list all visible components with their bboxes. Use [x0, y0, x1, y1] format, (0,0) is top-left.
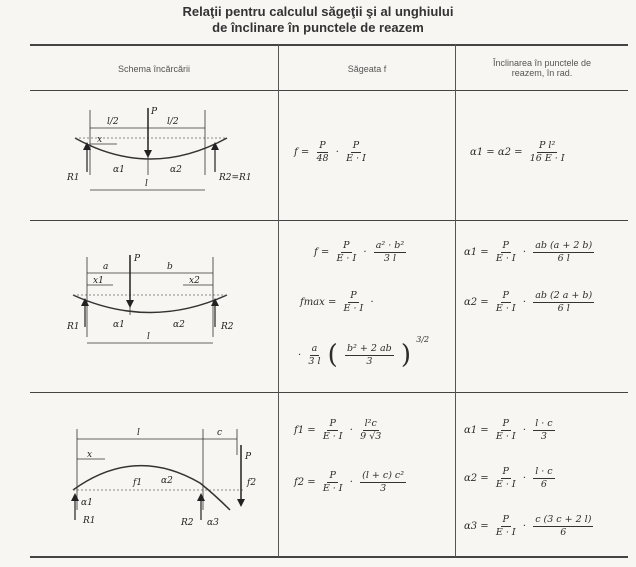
label-x2: x2: [189, 276, 200, 286]
row2-max-deflection-continuation: [296, 334, 430, 370]
den: 6 l: [557, 303, 570, 314]
row3-deflection-f2: [292, 470, 408, 495]
num: P: [319, 140, 326, 151]
num: P: [502, 466, 509, 477]
fmax-lhs: fmax =: [300, 297, 337, 308]
den: 6: [560, 527, 567, 538]
den: E · I: [495, 431, 516, 442]
title-line-1: Relaţii pentru calculul săgeţii şi al unghiului: [182, 4, 454, 19]
num: P: [502, 290, 509, 301]
label-R1: R1: [83, 516, 96, 526]
num: ab (2 a + b): [535, 290, 593, 301]
label-alpha2: α2: [170, 165, 182, 175]
label-P: P: [245, 452, 252, 462]
dot: ·: [335, 147, 339, 158]
frac-P-EI: [323, 470, 343, 495]
frac-lc-3: [533, 418, 554, 443]
frac-P-EI: [496, 466, 516, 491]
dot: ·: [363, 247, 367, 258]
den: 3 l: [383, 253, 397, 264]
num: P: [352, 140, 360, 151]
alpha-lhs: α1 = α2 =: [470, 147, 523, 158]
label-R2: R2: [181, 518, 194, 528]
row2-slope-alpha1: [462, 240, 596, 265]
paren-close: ): [400, 340, 412, 370]
header-inclinare: [456, 58, 628, 78]
frac-P-EI: [496, 290, 516, 315]
f-lhs: f =: [314, 247, 330, 258]
dot: ·: [370, 297, 374, 308]
title-line-2: de înclinare în punctele de reazem: [212, 20, 424, 35]
alpha1-lhs: α1 =: [464, 425, 489, 436]
frac-l2c-9sqrt3: [360, 418, 381, 443]
row3-slope-alpha3: [462, 514, 595, 539]
row3-slope-alpha1: [462, 418, 557, 443]
label-P: P: [134, 254, 141, 264]
load-arrowhead: [237, 499, 245, 507]
frac-P-48: [316, 140, 328, 165]
row1-deflection-formula: [292, 140, 368, 165]
den: E · I: [495, 527, 516, 538]
deflected-beam: [73, 295, 227, 313]
header-rule: [30, 90, 628, 91]
dot: ·: [522, 297, 526, 308]
den: E · I: [322, 483, 343, 494]
label-x1: x1: [93, 276, 104, 286]
label-l-half-right: l/2: [167, 117, 179, 127]
frac-P-EI: [336, 240, 356, 265]
header-inclinare-line2: reazem, în rad.: [511, 68, 573, 78]
num: a² · b²: [375, 240, 405, 251]
row2-max-deflection-formula: [298, 290, 376, 315]
row1-beam-diagram: [55, 100, 255, 212]
den: E · I: [343, 303, 364, 314]
label-alpha3: α3: [207, 518, 219, 528]
den: 3: [540, 431, 547, 442]
f1-lhs: f1 =: [294, 425, 316, 436]
dot: ·: [349, 477, 353, 488]
frac-a2b2-3l: [374, 240, 406, 265]
den: 16 E · I: [529, 153, 565, 164]
row3-deflection-f1: [292, 418, 383, 443]
den: E · I: [495, 303, 516, 314]
label-x: x: [87, 450, 93, 460]
f2-lhs: f2 =: [294, 477, 316, 488]
row2-rule: [30, 392, 628, 393]
deflected-beam: [73, 466, 230, 510]
row1-rule: [30, 220, 628, 221]
den: 9 √3: [360, 431, 382, 442]
label-alpha1: α1: [81, 498, 93, 508]
num: l · c: [535, 466, 553, 477]
frac-a-3l: [308, 343, 320, 368]
load-arrowhead: [144, 150, 152, 158]
alpha2-lhs: α2 =: [464, 473, 489, 484]
dot: ·: [298, 349, 302, 361]
den: E · I: [495, 253, 516, 264]
frac-P-EI: [496, 514, 516, 539]
num: P: [329, 418, 336, 429]
frac-lc-6: [533, 466, 554, 491]
frac-P-EI: [323, 418, 343, 443]
den: E · I: [322, 431, 343, 442]
row3-slope-alpha2: [462, 466, 557, 491]
header-schema: Schema încărcării: [117, 64, 191, 74]
reaction-R1-head: [71, 493, 79, 501]
dot: ·: [349, 425, 353, 436]
num: ab (a + 2 b): [535, 240, 593, 251]
frac-lc-c2-3: [360, 470, 406, 495]
label-alpha2: α2: [173, 320, 185, 330]
frac-b2-2ab-3: [345, 343, 394, 368]
num: a: [311, 342, 318, 354]
frac-P-EI: [496, 418, 516, 443]
label-R1: R1: [67, 322, 80, 332]
frac-ab-a2b-6l: [533, 240, 594, 265]
label-l-half-left: l/2: [107, 117, 119, 127]
num: P l²: [539, 140, 556, 151]
exponent-3-2: 3/2: [416, 334, 430, 344]
alpha1-lhs: α1 =: [464, 247, 489, 258]
load-arrowhead: [126, 300, 134, 308]
den: 6 l: [557, 253, 570, 264]
den: 3: [380, 483, 387, 494]
dot: ·: [522, 473, 526, 484]
frac-Pl2-16EI: [530, 140, 565, 165]
table-bottom-rule: [30, 556, 628, 558]
den: 3: [366, 355, 373, 367]
num: P: [350, 290, 357, 301]
label-l: l: [145, 179, 148, 189]
label-c: c: [217, 428, 223, 438]
row2-deflection-formula: [312, 240, 408, 265]
label-x: x: [97, 135, 103, 145]
den: E · I: [346, 153, 366, 164]
header-inclinare-line1: Înclinarea în punctele de: [492, 58, 592, 68]
frac-P-EI: [346, 140, 366, 165]
den: 3 l: [308, 355, 321, 367]
num: P: [343, 240, 350, 251]
dot: ·: [522, 425, 526, 436]
label-l: l: [137, 428, 140, 438]
label-a: a: [103, 262, 109, 272]
den: E · I: [495, 479, 516, 490]
num: P: [502, 514, 509, 525]
label-alpha1: α1: [113, 320, 125, 330]
label-R1: R1: [67, 173, 80, 183]
table-top-rule: [30, 44, 628, 46]
label-b: b: [167, 262, 173, 272]
num: P: [502, 418, 509, 429]
num: l²c: [364, 418, 377, 429]
label-R2-eq-R1: R2=R1: [219, 173, 252, 183]
alpha2-lhs: α2 =: [464, 297, 489, 308]
frac-P-EI: [344, 290, 364, 315]
row2-slope-alpha2: [462, 290, 596, 315]
dot: ·: [522, 247, 526, 258]
column-divider-2: [455, 44, 456, 557]
f-lhs: f =: [294, 147, 310, 158]
page-title: [0, 4, 636, 36]
frac-ab-2ab-6l: [533, 290, 594, 315]
frac-P-EI: [496, 240, 516, 265]
num: l · c: [535, 418, 553, 429]
row3-overhang-diagram: [55, 415, 265, 535]
row1-slope-formula: [468, 140, 567, 165]
num: b² + 2 ab: [347, 342, 392, 354]
row2-beam-diagram: [55, 245, 255, 355]
num: P: [329, 470, 336, 481]
label-P: P: [151, 107, 158, 117]
label-R2: R2: [221, 322, 234, 332]
paren-open: (: [327, 340, 338, 370]
den: E · I: [336, 253, 357, 264]
alpha3-lhs: α3 =: [464, 521, 489, 532]
label-f2: f2: [247, 478, 257, 488]
den: 6: [540, 479, 547, 490]
dot: ·: [522, 521, 526, 532]
frac-c3c2l-6: [533, 514, 593, 539]
num: c (3 c + 2 l): [535, 514, 592, 525]
reaction-R2-head: [197, 493, 205, 501]
label-f1: f1: [133, 478, 143, 488]
den: 48: [316, 153, 329, 164]
label-alpha2: α2: [161, 476, 173, 486]
num: (l + c) c²: [362, 470, 405, 481]
num: P: [502, 240, 509, 251]
label-l: l: [147, 332, 150, 342]
header-sageata: Săgeata f: [347, 64, 387, 74]
label-alpha1: α1: [113, 165, 125, 175]
column-divider-1: [278, 44, 279, 557]
